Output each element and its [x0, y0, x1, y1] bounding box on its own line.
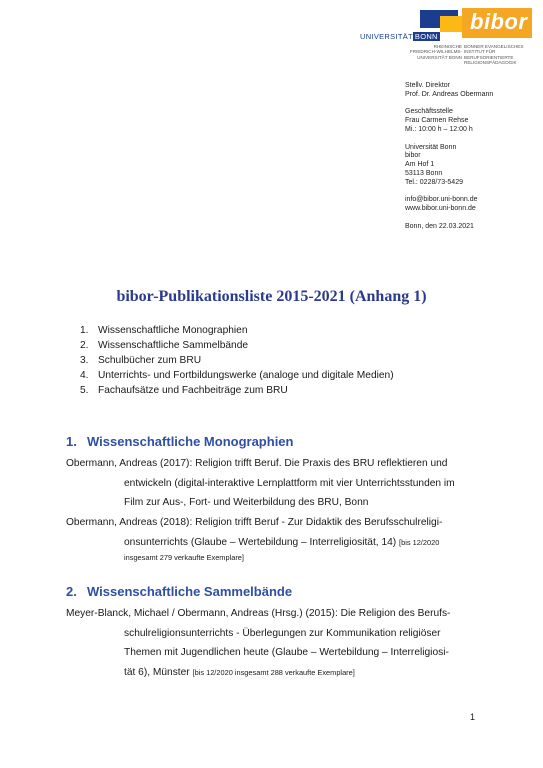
toc-item: 5. Fachaufsätze und Fachbeiträge zum BRU: [80, 385, 288, 396]
toc-item: 2. Wissenschaftliche Sammelbände: [80, 340, 249, 351]
address-line: bibor: [405, 152, 421, 160]
page-number: 1: [470, 712, 476, 722]
address-line: Universität Bonn: [405, 143, 457, 151]
uni-logo-name: UNIVERSITÄT BONN: [360, 32, 438, 41]
toc-item: 3. Schulbücher zum BRU: [80, 355, 202, 366]
publication-entry: Obermann, Andreas (2017): Religion trifft Beruf. Die Praxis des BRU reflektieren und entwickeln (digital-interaktive Lernplattform mit vier Unterrichtsstunden im Film zur Aus-, Fort- und Weiterbildung des BRU, Bonn: [66, 458, 455, 508]
address-line: Am Hof 1: [405, 161, 435, 169]
address-line: Mi.: 10:00 h – 12:00 h: [405, 125, 473, 133]
address-line: Prof. Dr. Andreas Obermann: [405, 90, 494, 98]
bibor-logo-box: bibor: [462, 8, 532, 38]
section-heading: 1. Wissenschaftliche Monographien: [66, 434, 294, 449]
address-line: Geschäftsstelle: [405, 108, 453, 116]
toc-item: 4. Unterrichts- und Fortbildungswerke (analoge und digitale Medien): [80, 370, 394, 381]
toc-item: 1. Wissenschaftliche Monographien: [80, 325, 248, 336]
address-line: 53113 Bonn: [405, 169, 443, 177]
document-title: bibor-Publikationsliste 2015-2021 (Anhang 1): [116, 288, 427, 305]
uni-logo-subtitle: RHEINISCHE FRIEDRICH-WILHELMS- UNIVERSITÄT BONN: [409, 44, 462, 60]
section-heading: 2. Wissenschaftliche Sammelbände: [66, 584, 293, 599]
table-of-contents: [80, 323, 394, 398]
bibor-logo: [462, 8, 534, 68]
date-line: Bonn, den 22.03.2021: [405, 222, 474, 230]
address-line: Tel.: 0228/73-5429: [405, 178, 463, 186]
email-link[interactable]: info@bibor.uni-bonn.de: [405, 196, 478, 204]
address-line: Frau Carmen Rehse: [405, 117, 469, 125]
uni-logo-yellow-block: [440, 16, 464, 32]
publication-entry: Meyer-Blanck, Michael / Obermann, Andreas (Hrsg.) (2015): Die Religion des Berufs- schulreligionsunterrichts - Überlegungen zur Kommunikation religiöser Themen mit Jugendlichen heute (Glaube – Wertebildung – Interreligiosi- tät 6), Münster [bis 12/2020 insgesamt 288 verkaufte Exemplare]: [66, 608, 451, 678]
address-line: Stellv. Direktor: [405, 82, 450, 89]
publication-entry: Obermann, Andreas (2018): Religion trifft Beruf - Zur Didaktik des Berufsschulreligi- onsunterrichts (Glaube – Wertebildung – Interreligiosität, 14) [bis 12/2020 insgesamt 279 verkaufte Exemplare]: [66, 517, 443, 562]
university-bonn-logo: [360, 8, 468, 68]
website-link[interactable]: www.bibor.uni-bonn.de: [405, 205, 476, 213]
bibor-logo-subtitle: BONNER EVANGELISCHES INSTITUT FÜR BERUFSORIENTIERTE RELIGIONSPÄDAGOGIK: [464, 44, 524, 66]
address-block: [405, 82, 493, 232]
